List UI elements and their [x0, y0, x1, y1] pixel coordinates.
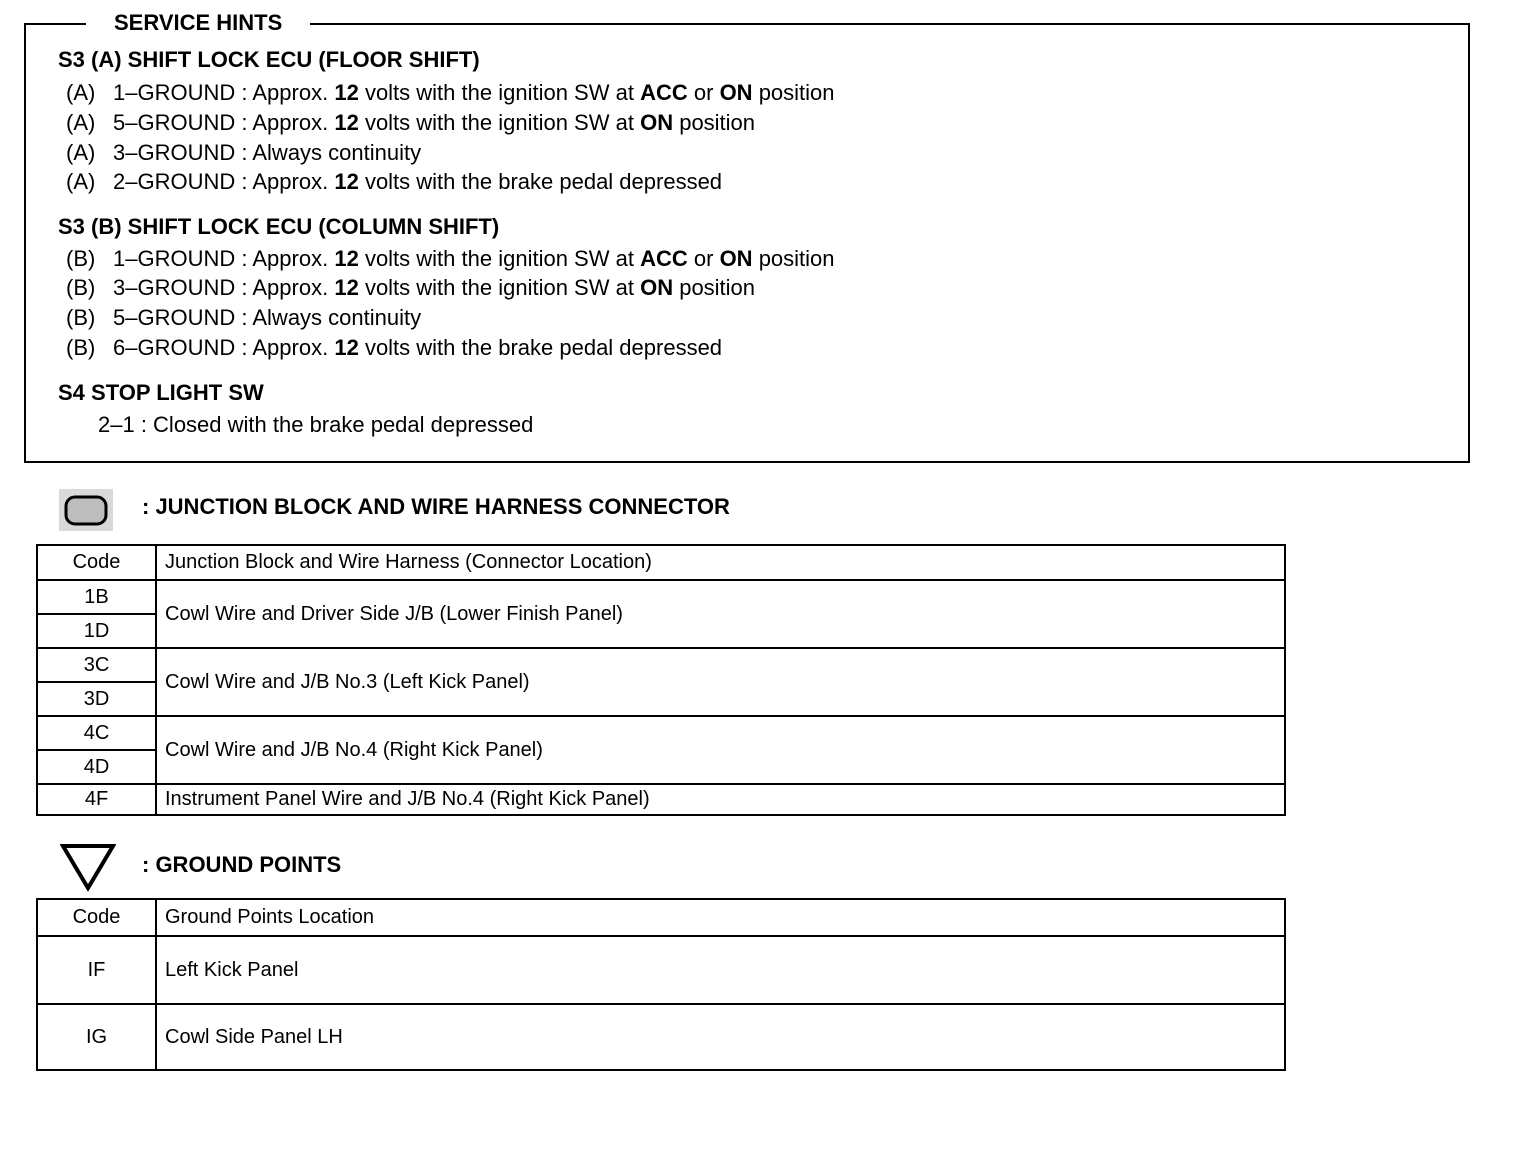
junction-code: 1B [37, 580, 156, 614]
ground-legend-label: : GROUND POINTS [142, 852, 342, 877]
hint-text: volts with the brake pedal depressed [364, 335, 723, 360]
hint-text: Approx. [252, 275, 329, 300]
hint-pin: 3–GROUND [113, 275, 236, 300]
junction-desc: Cowl Wire and J/B No.4 (Right Kick Panel) [156, 716, 1285, 784]
junction-code: 4C [37, 716, 156, 750]
hint-volts: 12 [334, 80, 359, 105]
hint-position: ACC [640, 80, 688, 105]
hint-pin: 6–GROUND [113, 335, 236, 360]
s3b-heading: S3 (B) SHIFT LOCK ECU (COLUMN SHIFT) [58, 214, 500, 239]
junction-desc: Instrument Panel Wire and J/B No.4 (Right Kick Panel) [156, 784, 1285, 815]
hint-pin: 1–GROUND [113, 246, 236, 271]
hint-text: Always continuity [252, 305, 422, 330]
hint-text: Approx. [252, 80, 329, 105]
ground-code: IF [37, 936, 156, 1004]
hint-text: position [679, 275, 756, 300]
hint-position: ACC [640, 246, 688, 271]
hint-volts: 12 [334, 110, 359, 135]
hint-volts: 12 [334, 335, 359, 360]
junction-desc: Cowl Wire and J/B No.3 (Left Kick Panel) [156, 648, 1285, 716]
hint-pin: 3–GROUND [113, 140, 236, 165]
junction-code: 3C [37, 648, 156, 682]
hint-text: volts with the ignition SW at [364, 246, 634, 271]
ground-header-desc: Ground Points Location [156, 899, 1285, 936]
hint-text: Approx. [252, 169, 329, 194]
junction-header-code: Code [37, 545, 156, 580]
junction-connector-icon [58, 488, 114, 532]
hint-text: volts with the ignition SW at [364, 110, 634, 135]
hint-pin: 2–GROUND [113, 169, 236, 194]
s4-heading: S4 STOP LIGHT SW [58, 380, 264, 405]
junction-code: 3D [37, 682, 156, 716]
hint-position: ON [640, 275, 674, 300]
junction-header-desc: Junction Block and Wire Harness (Connector Location) [156, 545, 1285, 580]
hint-text: or [693, 246, 714, 271]
hint-text: Approx. [252, 335, 329, 360]
ground-code: IG [37, 1004, 156, 1070]
hint-pin: 5–GROUND [113, 110, 236, 135]
hint-pin: 1–GROUND [113, 80, 236, 105]
hint-line: (B) 6–GROUND : Approx. 12 volts with the brake pedal depressed [66, 333, 722, 363]
hint-line: (A) 5–GROUND : Approx. 12 volts with the ignition SW at ON position [66, 108, 755, 138]
hint-text: position [758, 246, 835, 271]
hint-text: volts with the ignition SW at [364, 275, 634, 300]
junction-desc: Cowl Wire and Driver Side J/B (Lower Finish Panel) [156, 580, 1285, 648]
hint-line: (B) 1–GROUND : Approx. 12 volts with the ignition SW at ACC or ON position [66, 244, 835, 274]
hint-volts: 12 [334, 275, 359, 300]
hint-line: (A) 2–GROUND : Approx. 12 volts with the brake pedal depressed [66, 167, 722, 197]
hint-text: position [679, 110, 756, 135]
hint-volts: 12 [334, 169, 359, 194]
hint-text: position [758, 80, 835, 105]
service-hints-title: SERVICE HINTS [86, 8, 310, 38]
hint-line: (A) 1–GROUND : Approx. 12 volts with the ignition SW at ACC or ON position [66, 78, 835, 108]
hint-text: volts with the brake pedal depressed [364, 169, 723, 194]
hint-pin: 5–GROUND [113, 305, 236, 330]
hint-code: (A) [66, 140, 96, 165]
ground-header-code: Code [37, 899, 156, 936]
junction-code: 4D [37, 750, 156, 784]
hint-line: (A) 3–GROUND : Always continuity [66, 138, 421, 168]
ground-desc: Cowl Side Panel LH [156, 1004, 1285, 1070]
hint-code: (A) [66, 110, 96, 135]
junction-legend-label: : JUNCTION BLOCK AND WIRE HARNESS CONNECTOR [142, 494, 730, 519]
hint-line: (B) 3–GROUND : Approx. 12 volts with the ignition SW at ON position [66, 273, 755, 303]
hint-position: ON [719, 246, 753, 271]
ground-desc: Left Kick Panel [156, 936, 1285, 1004]
s3a-heading: S3 (A) SHIFT LOCK ECU (FLOOR SHIFT) [58, 47, 480, 72]
hint-code: (B) [66, 246, 96, 271]
hint-code: (A) [66, 80, 96, 105]
ground-table [36, 898, 1286, 1071]
junction-code: 4F [37, 784, 156, 815]
s4-line: 2–1 : Closed with the brake pedal depressed [98, 412, 534, 437]
hint-code: (B) [66, 335, 96, 360]
hint-volts: 12 [334, 246, 359, 271]
hint-code: (B) [66, 275, 96, 300]
junction-code: 1D [37, 614, 156, 648]
hint-line: (B) 5–GROUND : Always continuity [66, 303, 421, 333]
hint-text: Always continuity [252, 140, 422, 165]
junction-table [36, 544, 1286, 816]
hint-position: ON [719, 80, 753, 105]
ground-point-icon [60, 842, 116, 892]
hint-text: Approx. [252, 246, 329, 271]
hint-text: Approx. [252, 110, 329, 135]
hint-position: ON [640, 110, 674, 135]
hint-text: volts with the ignition SW at [364, 80, 634, 105]
hint-code: (B) [66, 305, 96, 330]
hint-text: or [693, 80, 714, 105]
hint-code: (A) [66, 169, 96, 194]
